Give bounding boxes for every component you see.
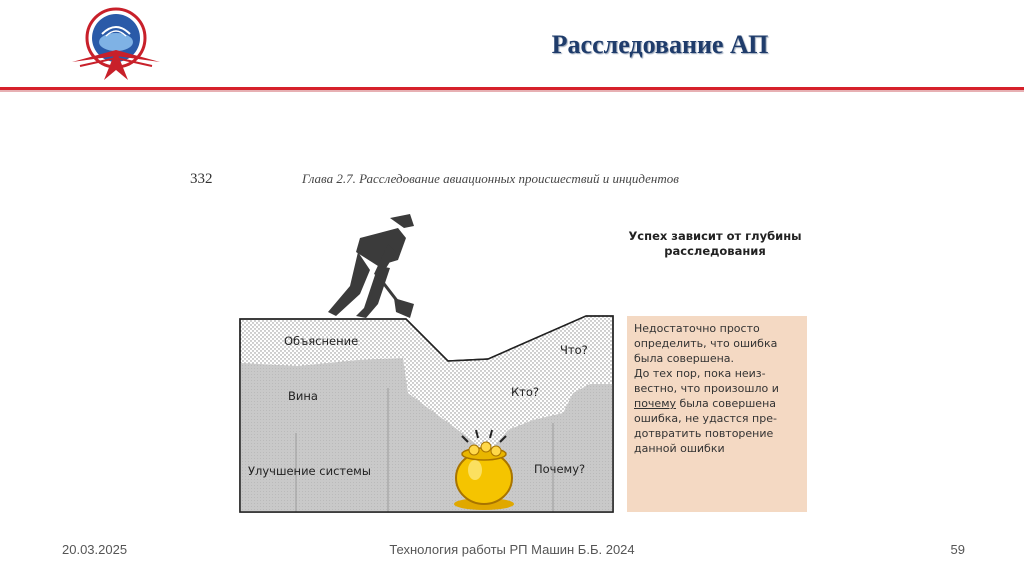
note-box	[627, 316, 807, 512]
note-line: дотвратить повторение	[634, 427, 774, 440]
figure-caption	[600, 229, 830, 259]
label-guilt: Вина	[288, 389, 318, 403]
caption-line-2: расследования	[664, 244, 766, 258]
note-line: ошибка, не удастся пре-	[634, 412, 777, 425]
slide-title: Расследование АП	[551, 30, 769, 59]
digger-figure	[328, 214, 414, 318]
note-line: До тех пор, пока неиз-	[634, 367, 766, 380]
label-who: Кто?	[511, 385, 540, 399]
company-logo	[66, 6, 166, 82]
note-line	[634, 396, 800, 411]
label-system-improvement: Улучшение системы	[248, 464, 371, 478]
label-what: Что?	[560, 343, 588, 357]
book-page-number: 332	[190, 171, 213, 187]
note-line: определить, что ошибка	[634, 337, 778, 350]
note-underlined-word: почему	[634, 397, 676, 410]
footer-author: Технология работы РП Машин Б.Б. 2024	[389, 542, 635, 557]
note-line-tail: была совершена	[676, 397, 777, 410]
note-line: была совершена.	[634, 352, 735, 365]
investigation-depth-figure	[238, 208, 618, 514]
label-explanation: Объяснение	[284, 334, 359, 348]
chapter-title: Глава 2.7. Расследование авиационных происшествий и инцидентов	[302, 171, 679, 186]
header-rule-shadow	[0, 90, 1024, 92]
note-line: данной ошибки	[634, 442, 725, 455]
note-line: вестно, что произошло и	[634, 382, 779, 395]
label-why: Почему?	[534, 462, 586, 476]
slide-number: 59	[950, 542, 965, 557]
footer-date: 20.03.2025	[62, 542, 128, 557]
caption-line-1: Успех зависит от глубины	[628, 229, 802, 243]
note-line: Недостаточно просто	[634, 322, 760, 335]
